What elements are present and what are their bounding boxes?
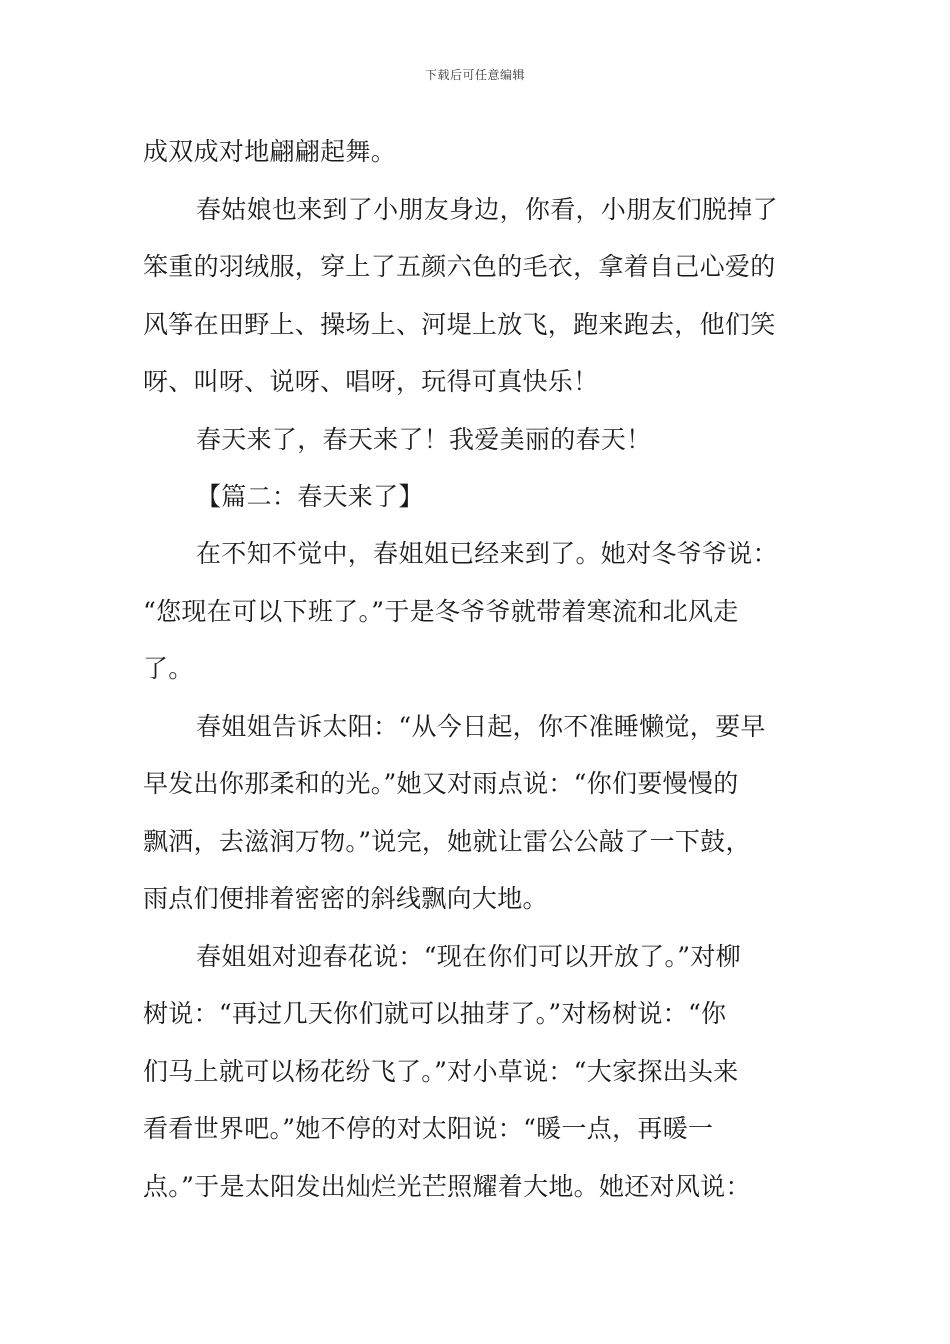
text-line: 早发出你那柔和的光。”她又对雨点说：“你们要慢慢的: [143, 769, 739, 798]
text-line: 雨点们便排着密密的斜线飘向大地。: [143, 884, 548, 913]
text-line: 点。”于是太阳发出灿烂光芒照耀着大地。她还对风说：: [143, 1172, 751, 1201]
text-line: 了。: [143, 654, 194, 683]
text-line: 春姐姐对迎春花说：“现在你们可以开放了。”对柳: [196, 942, 741, 971]
text-line: 树说：“再过几天你们就可以抽芽了。”对杨树说：“你: [143, 999, 727, 1028]
text-line: “您现在可以下班了。”于是冬爷爷就带着寒流和北风走: [143, 597, 739, 626]
text-line: 春天来了，春天来了！我爱美丽的春天！: [196, 425, 652, 454]
text-line: 飘洒，去滋润万物。”说完，她就让雷公公敲了一下鼓，: [143, 827, 751, 856]
text-line: 们马上就可以杨花纷飞了。”对小草说：“大家探出头来: [143, 1057, 739, 1086]
text-line: 成双成对地翩翩起舞。: [143, 137, 397, 166]
header-note: 下载后可任意编辑: [424, 68, 525, 82]
text-line: 春姑娘也来到了小朋友身边，你看，小朋友们脱掉了: [196, 195, 778, 224]
text-line: 春姐姐告诉太阳：“从今日起，你不准睡懒觉，要早: [196, 712, 766, 741]
text-line: 看看世界吧。”她不停的对太阳说：“暖一点，再暖一: [143, 1114, 714, 1143]
text-line: 呀、叫呀、说呀、唱呀，玩得可真快乐！: [143, 367, 599, 396]
text-line: 风筝在田野上、操场上、河堤上放飞，跑来跑去，他们笑: [143, 310, 776, 339]
text-line: 在不知不觉中，春姐姐已经来到了。她对冬爷爷说：: [196, 539, 778, 568]
text-line: 笨重的羽绒服，穿上了五颜六色的毛衣，拿着自己心爱的: [143, 252, 776, 281]
section-heading: 【篇二：春天来了】: [196, 482, 424, 511]
